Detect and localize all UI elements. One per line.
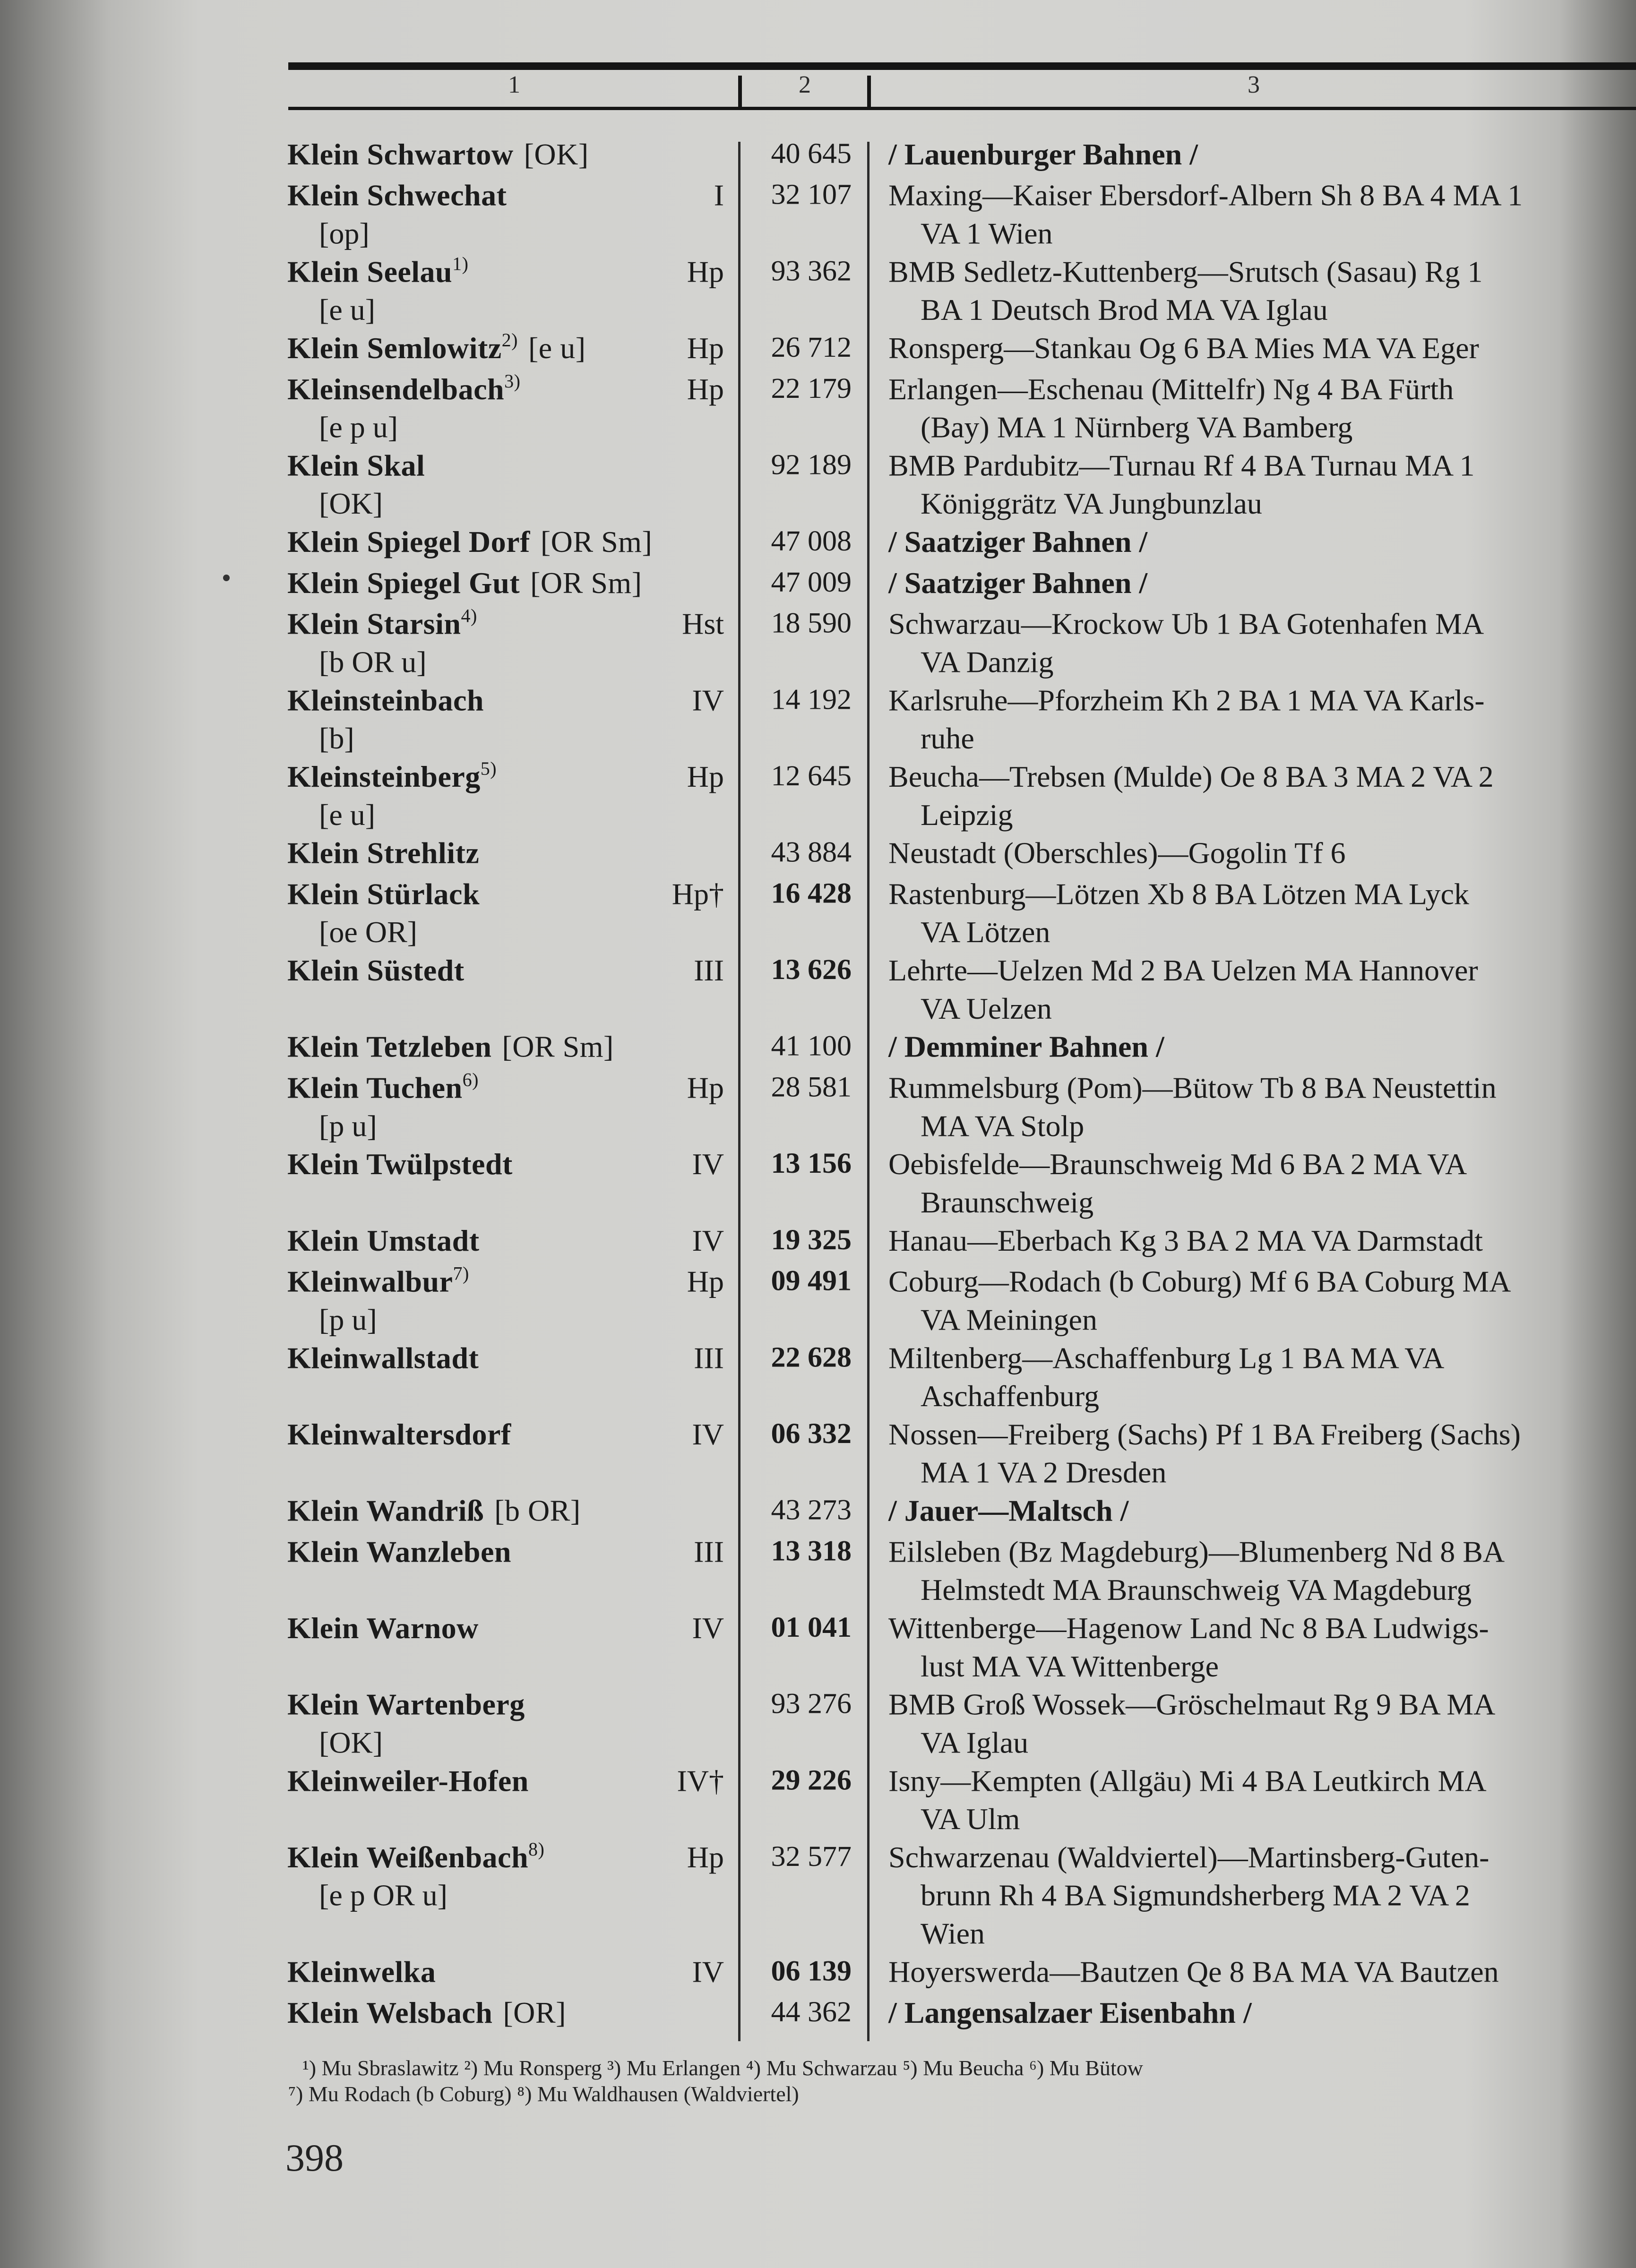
station-number: 93 276 xyxy=(771,1687,852,1720)
station-class: IV† xyxy=(677,1764,724,1798)
station-class: IV xyxy=(692,1955,724,1989)
station-code: [e u] xyxy=(319,293,376,327)
row-line-1 xyxy=(0,1340,1636,1379)
station-number: 14 192 xyxy=(771,683,852,716)
table-row xyxy=(0,836,1636,874)
station-number: 26 712 xyxy=(771,331,852,363)
table-row xyxy=(0,1030,1636,1068)
route-info-continued: (Bay) MA 1 Nürnberg VA Bamberg xyxy=(921,410,1353,444)
station-class: III xyxy=(694,1341,724,1375)
station-number: 32 107 xyxy=(771,178,852,211)
table-row xyxy=(0,1223,1636,1262)
station-number: 16 428 xyxy=(771,877,852,910)
station-name xyxy=(287,1223,480,1258)
station-name xyxy=(287,759,497,794)
row-line-1 xyxy=(0,331,1636,369)
station-code: [b] xyxy=(319,722,354,756)
route-info-continued: Aschaffenburg xyxy=(921,1379,1099,1413)
station-number: 13 626 xyxy=(771,954,852,986)
route-info: BMB Pardubitz—Turnau Rf 4 BA Turnau MA 1 xyxy=(888,448,1475,482)
route-info: BMB Sedletz-Kuttenberg—Srutsch (Sasau) Rg 1 xyxy=(888,255,1483,289)
station-name xyxy=(287,1955,436,1990)
route-info: Beucha—Trebsen (Mulde) Oe 8 BA 3 MA 2 VA 2 xyxy=(888,760,1494,793)
station-name-text: Klein Spiegel Gut xyxy=(287,566,520,600)
row-line-2 xyxy=(0,410,1636,448)
station-name xyxy=(287,1030,614,1065)
route-info: / Jauer—Maltsch / xyxy=(888,1494,1129,1528)
route-info-continued: MA 1 VA 2 Dresden xyxy=(921,1455,1167,1489)
station-number: 13 318 xyxy=(771,1535,852,1567)
station-name xyxy=(287,566,642,601)
table-row xyxy=(0,759,1636,836)
station-class: Hp xyxy=(687,372,724,406)
row-line-2 xyxy=(0,1185,1636,1223)
station-name-text: Klein Twülpstedt xyxy=(287,1147,513,1181)
station-name-text: Klein Tuchen xyxy=(287,1071,463,1105)
route-info-continued: Helmstedt MA Braunschweig VA Magdeburg xyxy=(921,1573,1472,1607)
route-info: Neustadt (Oberschles)—Gogolin Tf 6 xyxy=(888,836,1346,870)
station-name-text: Klein Umstadt xyxy=(287,1223,480,1257)
station-number: 40 645 xyxy=(771,137,852,170)
route-info: Rummelsburg (Pom)—Bütow Tb 8 BA Neustettin xyxy=(888,1071,1497,1105)
table-row xyxy=(0,1534,1636,1611)
station-name-text: Klein Skal xyxy=(287,448,425,482)
station-name xyxy=(287,1071,479,1106)
station-name xyxy=(287,683,484,718)
row-line-1 xyxy=(0,1840,1636,1878)
station-class: IV xyxy=(692,1223,724,1257)
route-info: / Saatziger Bahnen / xyxy=(888,525,1148,559)
station-number: 19 325 xyxy=(771,1223,852,1256)
station-name xyxy=(287,1264,469,1299)
header-divider-1 xyxy=(738,76,742,110)
table-row xyxy=(0,1763,1636,1840)
row-line-1 xyxy=(0,836,1636,874)
station-name xyxy=(287,953,465,988)
row-line-1 xyxy=(0,683,1636,721)
route-info-continued: Wien xyxy=(921,1916,985,1950)
column-number-3: 3 xyxy=(1248,71,1260,98)
station-name-text: Klein Weißenbach xyxy=(287,1840,529,1874)
row-line-1 xyxy=(0,1995,1636,2034)
table-row xyxy=(0,331,1636,369)
table-row xyxy=(0,372,1636,448)
station-code: [OK] xyxy=(319,1726,383,1760)
footnote-marker: 5) xyxy=(480,758,497,780)
station-code: [OR Sm] xyxy=(540,525,653,559)
station-number: 43 884 xyxy=(771,836,852,868)
station-name xyxy=(287,607,477,642)
route-info-continued: VA Lötzen xyxy=(921,915,1050,949)
station-class: Hp xyxy=(687,1264,724,1298)
footnote-line-1: ¹) Mu Sbraslawitz ²) Mu Ronsperg ³) Mu Erlangen ⁴) Mu Schwarzau ⁵) Mu Beucha ⁶) Mu Bütow xyxy=(302,2056,1143,2080)
station-name xyxy=(287,178,507,213)
row-line-1 xyxy=(0,524,1636,563)
station-class: III xyxy=(694,1535,724,1569)
route-info: Nossen—Freiberg (Sachs) Pf 1 BA Freiberg (Sachs) xyxy=(888,1418,1521,1451)
station-number: 13 156 xyxy=(771,1147,852,1180)
station-name-text: Klein Welsbach xyxy=(287,1996,493,2030)
route-info: / Langensalzaer Eisenbahn / xyxy=(888,1996,1252,2030)
row-line-2 xyxy=(0,1455,1636,1494)
row-line-1 xyxy=(0,1611,1636,1649)
station-class: Hp xyxy=(687,1840,724,1874)
row-line-3 xyxy=(0,1916,1636,1955)
page-number: 398 xyxy=(285,2136,344,2179)
station-name-text: Klein Semlowitz xyxy=(287,331,502,365)
row-line-1 xyxy=(0,1030,1636,1068)
station-name-text: Klein Süstedt xyxy=(287,954,465,988)
station-name xyxy=(287,254,468,289)
row-line-2 xyxy=(0,1108,1636,1147)
station-name-text: Klein Seelau xyxy=(287,255,453,289)
table-row xyxy=(0,566,1636,604)
station-number: 09 491 xyxy=(771,1264,852,1297)
station-number: 06 332 xyxy=(771,1418,852,1450)
station-name xyxy=(287,836,479,871)
station-class: Hp xyxy=(687,255,724,289)
footnote-marker: 4) xyxy=(461,605,477,627)
station-name-text: Klein Tetzleben xyxy=(287,1030,492,1064)
station-name-text: Klein Schwechat xyxy=(287,178,507,212)
row-line-2 xyxy=(0,292,1636,331)
row-line-1 xyxy=(0,178,1636,216)
table-row xyxy=(0,1147,1636,1223)
route-info-continued: Königgrätz VA Jungbunzlau xyxy=(921,487,1262,521)
station-code: [op] xyxy=(319,216,370,250)
station-name-text: Klein Stürlack xyxy=(287,877,480,911)
station-code: [OR Sm] xyxy=(502,1030,614,1064)
row-line-1 xyxy=(0,1417,1636,1455)
route-info: Miltenberg—Aschaffenburg Lg 1 BA MA VA xyxy=(888,1341,1445,1375)
route-info: Karlsruhe—Pforzheim Kh 2 BA 1 MA VA Karls- xyxy=(888,683,1485,717)
row-line-2 xyxy=(0,486,1636,524)
route-info: Isny—Kempten (Allgäu) Mi 4 BA Leutkirch MA xyxy=(888,1764,1487,1798)
station-code: [p u] xyxy=(319,1303,377,1337)
station-name-text: Kleinwaltersdorf xyxy=(287,1418,511,1451)
station-code: [e u] xyxy=(319,798,376,832)
station-code: [OK] xyxy=(524,137,589,171)
station-name-text: Klein Schwartow xyxy=(287,137,514,171)
row-line-1 xyxy=(0,1071,1636,1109)
table-row xyxy=(0,1611,1636,1687)
station-number: 92 189 xyxy=(771,448,852,481)
table-row xyxy=(0,1340,1636,1417)
route-info-continued: ruhe xyxy=(921,722,974,756)
table-row xyxy=(0,953,1636,1030)
station-name xyxy=(287,1494,581,1529)
station-name xyxy=(287,1763,529,1798)
station-number: 22 179 xyxy=(771,372,852,404)
station-name-text: Klein Wartenberg xyxy=(287,1687,525,1721)
route-info-continued: brunn Rh 4 BA Sigmundsherberg MA 2 VA 2 xyxy=(921,1878,1470,1912)
station-name-text: Kleinsendelbach xyxy=(287,372,505,406)
station-code: [e u] xyxy=(528,331,586,365)
station-name-text: Kleinwalbur xyxy=(287,1264,453,1298)
station-name xyxy=(287,1687,525,1722)
station-number: 28 581 xyxy=(771,1071,852,1103)
row-line-2 xyxy=(0,1878,1636,1916)
route-info-continued: VA 1 Wien xyxy=(921,216,1053,250)
station-number: 41 100 xyxy=(771,1030,852,1062)
row-line-1 xyxy=(0,137,1636,175)
table-row xyxy=(0,1417,1636,1494)
route-info: Maxing—Kaiser Ebersdorf-Albern Sh 8 BA 4 MA 1 xyxy=(888,178,1523,212)
station-number: 01 041 xyxy=(771,1611,852,1643)
route-info: / Demminer Bahnen / xyxy=(888,1030,1164,1064)
header-divider-2 xyxy=(867,76,871,110)
station-name-text: Klein Wandriß xyxy=(287,1494,484,1528)
row-line-1 xyxy=(0,1687,1636,1726)
station-code: [b OR] xyxy=(494,1494,581,1528)
row-line-2 xyxy=(0,1649,1636,1687)
route-info-continued: BA 1 Deutsch Brod MA VA Iglau xyxy=(921,293,1328,327)
route-info: Schwarzau—Krockow Ub 1 BA Gotenhafen MA xyxy=(888,607,1484,641)
route-info-continued: VA Danzig xyxy=(921,645,1054,679)
route-info-continued: VA Ulm xyxy=(921,1802,1020,1836)
row-line-1 xyxy=(0,1763,1636,1802)
route-info: Rastenburg—Lötzen Xb 8 BA Lötzen MA Lyck xyxy=(888,877,1469,911)
route-info-continued: VA Iglau xyxy=(921,1726,1029,1760)
station-name-text: Kleinsteinberg xyxy=(287,760,481,793)
row-line-1 xyxy=(0,1955,1636,1993)
table-row xyxy=(0,1494,1636,1532)
station-number: 44 362 xyxy=(771,1996,852,2028)
table-row xyxy=(0,254,1636,331)
table-row xyxy=(0,524,1636,563)
table-row xyxy=(0,877,1636,954)
table-row xyxy=(0,1955,1636,1993)
row-line-1 xyxy=(0,607,1636,645)
row-line-1 xyxy=(0,953,1636,991)
row-line-1 xyxy=(0,877,1636,915)
station-name-text: Klein Spiegel Dorf xyxy=(287,525,530,559)
row-line-1 xyxy=(0,254,1636,292)
route-info: Coburg—Rodach (b Coburg) Mf 6 BA Coburg MA xyxy=(888,1264,1511,1298)
row-line-1 xyxy=(0,1147,1636,1185)
route-info-continued: VA Uelzen xyxy=(921,992,1052,1025)
table-row xyxy=(0,1840,1636,1954)
station-name-text: Kleinwelka xyxy=(287,1955,436,1989)
column-number-1: 1 xyxy=(508,71,520,98)
station-code: [OR Sm] xyxy=(530,566,642,600)
station-name xyxy=(287,1611,479,1646)
header-bottom-rule xyxy=(288,107,1636,110)
station-name-text: Kleinsteinbach xyxy=(287,683,484,717)
row-line-2 xyxy=(0,1802,1636,1840)
station-name xyxy=(287,877,480,912)
route-info: BMB Groß Wossek—Gröschelmaut Rg 9 BA MA xyxy=(888,1687,1496,1721)
station-number: 43 273 xyxy=(771,1494,852,1526)
row-line-2 xyxy=(0,915,1636,953)
table-row xyxy=(0,178,1636,255)
station-name xyxy=(287,524,652,559)
row-line-2 xyxy=(0,1303,1636,1341)
row-line-2 xyxy=(0,645,1636,683)
row-line-2 xyxy=(0,1572,1636,1611)
route-info: Schwarzenau (Waldviertel)—Martinsberg-Guten- xyxy=(888,1840,1490,1874)
table-row xyxy=(0,137,1636,175)
station-name xyxy=(287,1995,566,2030)
route-info: Hoyerswerda—Bautzen Qe 8 BA MA VA Bautzen xyxy=(888,1955,1499,1989)
route-info: Eilsleben (Bz Magdeburg)—Blumenberg Nd 8 BA xyxy=(888,1535,1505,1569)
station-code: [p u] xyxy=(319,1109,377,1143)
route-info-continued: VA Meiningen xyxy=(921,1303,1097,1337)
station-code: [b OR u] xyxy=(319,645,427,679)
row-line-2 xyxy=(0,1726,1636,1764)
footnote-marker: 6) xyxy=(462,1069,479,1091)
station-number: 47 008 xyxy=(771,525,852,558)
route-info-continued: lust MA VA Wittenberge xyxy=(921,1649,1219,1683)
route-info: Wittenberge—Hagenow Land Nc 8 BA Ludwigs- xyxy=(888,1611,1489,1645)
footnote-line-2: ⁷) Mu Rodach (b Coburg) ⁸) Mu Waldhausen (Waldviertel) xyxy=(288,2082,799,2106)
table-row xyxy=(0,1995,1636,2034)
route-info: Erlangen—Eschenau (Mittelfr) Ng 4 BA Fürth xyxy=(888,372,1454,406)
table-row xyxy=(0,607,1636,683)
station-name-text: Klein Wanzleben xyxy=(287,1535,511,1569)
station-name xyxy=(287,1147,513,1182)
row-line-1 xyxy=(0,1264,1636,1303)
table-row xyxy=(0,1071,1636,1147)
station-number: 29 226 xyxy=(771,1764,852,1796)
station-number: 06 139 xyxy=(771,1955,852,1987)
row-line-1 xyxy=(0,448,1636,487)
station-name-text: Klein Strehlitz xyxy=(287,836,480,870)
station-number: 93 362 xyxy=(771,255,852,287)
row-line-2 xyxy=(0,798,1636,836)
station-name-text: Klein Warnow xyxy=(287,1611,479,1645)
row-line-1 xyxy=(0,1223,1636,1262)
route-info-continued: Braunschweig xyxy=(921,1186,1094,1219)
station-name xyxy=(287,448,425,483)
station-class: I xyxy=(714,178,724,212)
route-info-continued: Leipzig xyxy=(921,798,1013,832)
route-info: / Lauenburger Bahnen / xyxy=(888,137,1198,171)
station-class: IV xyxy=(692,1611,724,1645)
row-line-2 xyxy=(0,991,1636,1030)
station-number: 47 009 xyxy=(771,566,852,598)
station-table xyxy=(0,137,1636,2036)
station-name-text: Klein Starsin xyxy=(287,607,461,641)
station-name xyxy=(287,1534,511,1569)
station-code: [e p OR u] xyxy=(319,1878,448,1912)
row-line-2 xyxy=(0,721,1636,759)
station-name-text: Kleinweiler-Hofen xyxy=(287,1764,529,1798)
row-line-2 xyxy=(0,1379,1636,1417)
station-code: [OR] xyxy=(503,1996,566,2030)
station-name xyxy=(287,1417,511,1452)
station-name xyxy=(287,1340,479,1375)
row-line-2 xyxy=(0,216,1636,255)
station-number: 32 577 xyxy=(771,1840,852,1873)
route-info: Lehrte—Uelzen Md 2 BA Uelzen MA Hannover xyxy=(888,954,1478,988)
row-line-1 xyxy=(0,1494,1636,1532)
station-class: Hp xyxy=(687,331,724,365)
row-line-1 xyxy=(0,566,1636,604)
route-info: Oebisfelde—Braunschweig Md 6 BA 2 MA VA xyxy=(888,1147,1467,1181)
station-number: 18 590 xyxy=(771,607,852,639)
row-line-1 xyxy=(0,1534,1636,1572)
footnote-marker: 3) xyxy=(504,370,521,392)
footnote-marker: 2) xyxy=(501,329,518,351)
scan-speck xyxy=(223,575,230,581)
station-class: IV xyxy=(692,683,724,717)
station-name xyxy=(287,372,520,407)
station-number: 12 645 xyxy=(771,760,852,792)
route-info-continued: MA VA Stolp xyxy=(921,1109,1085,1143)
row-line-1 xyxy=(0,372,1636,410)
station-code: [OK] xyxy=(319,487,383,521)
station-class: Hp xyxy=(687,760,724,793)
footnote-marker: 8) xyxy=(528,1838,545,1860)
station-code: [oe OR] xyxy=(319,915,417,949)
route-info: / Saatziger Bahnen / xyxy=(888,566,1148,600)
table-row xyxy=(0,448,1636,525)
station-number: 22 628 xyxy=(771,1341,852,1374)
station-class: IV xyxy=(692,1418,724,1451)
footnote-marker: 7) xyxy=(453,1263,469,1284)
station-name-text: Kleinwallstadt xyxy=(287,1341,479,1375)
station-class: Hp xyxy=(687,1071,724,1105)
table-row xyxy=(0,683,1636,759)
header-top-rule xyxy=(288,62,1636,70)
column-number-2: 2 xyxy=(799,71,811,98)
station-class: III xyxy=(694,954,724,988)
station-code: [e p u] xyxy=(319,410,398,444)
station-class: Hst xyxy=(682,607,724,641)
station-name xyxy=(287,137,589,172)
footnote-marker: 1) xyxy=(452,253,469,275)
route-info: Hanau—Eberbach Kg 3 BA 2 MA VA Darmstadt xyxy=(888,1223,1483,1257)
station-class: Hp† xyxy=(672,877,724,911)
station-name xyxy=(287,331,586,366)
route-info: Ronsperg—Stankau Og 6 BA Mies MA VA Eger xyxy=(888,331,1479,365)
row-line-1 xyxy=(0,759,1636,798)
table-row xyxy=(0,1264,1636,1341)
table-row xyxy=(0,1687,1636,1764)
station-name xyxy=(287,1840,544,1875)
station-class: IV xyxy=(692,1147,724,1181)
